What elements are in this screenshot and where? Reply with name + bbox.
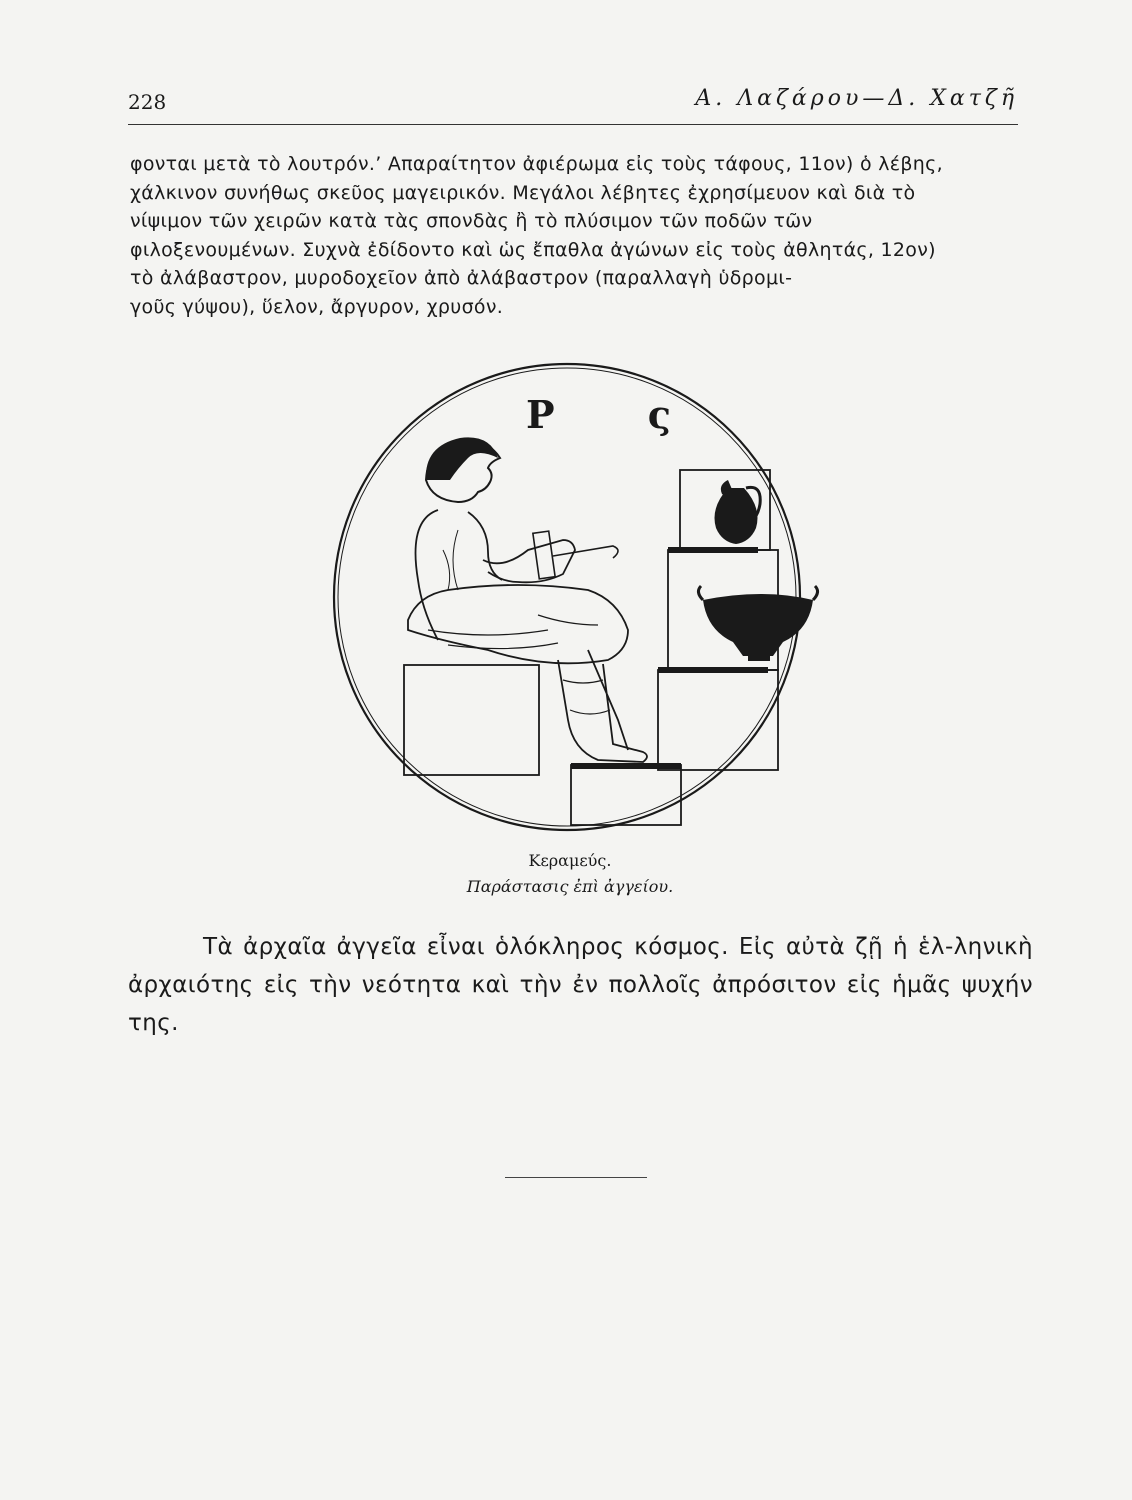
- figure-caption: [380, 848, 760, 900]
- vase-illustration: [308, 360, 828, 840]
- potter-drawing: [308, 360, 828, 840]
- paragraph-2-text: Τὰ ἀρχαῖα ἀγγεῖα εἶναι ὁλόκληρος κόσμος. Εἰς αὐτὰ ζῇ ἡ ἑλ-ληνικὴ ἀρχαιότης εἰς τὴν νεότητα καὶ τὴν ἐν πολλοῖς ἀπρόσιτον εἰς ἡμᾶς ψυχήν της.: [128, 934, 1033, 1036]
- paragraph-line: φονται μετὰ τὸ λουτρόν.’ Απαραίτητον ἀφιέρωμα εἰς τοὺς τάφους, 11ον) ὁ λέβης,: [130, 153, 943, 175]
- paragraph-line: νίψιμον τῶν χειρῶν κατὰ τὰς σπονδὰς ἢ τὸ πλύσιμον τῶν ποδῶν τῶν: [130, 210, 813, 232]
- paragraph-line: τὸ ἀλάβαστρον, μυροδοχεῖον ἀπὸ ἀλάβαστρον (παραλλαγὴ ὑδρομι-: [130, 267, 793, 289]
- running-head: Α. Λαζάρου—Δ. Χατζῆ: [695, 86, 1018, 111]
- page-header: [128, 84, 1018, 125]
- paragraph-line: φιλοξενουμένων. Συχνὰ ἐδίδοντο καὶ ὡς ἔπαθλα ἀγώνων εἰς τοὺς ἀθλητάς, 12ον): [130, 238, 936, 261]
- page-number: 228: [128, 90, 167, 114]
- paragraph-1: [130, 150, 1010, 321]
- paragraph-line: γοῦς γύψου), ὕελον, ἄργυρον, χρυσόν.: [130, 295, 504, 318]
- closing-rule: [505, 1177, 647, 1178]
- paragraph-line: χάλκινον συνήθως σκεῦος μαγειρικόν. Μεγάλοι λέβητες ἐχρησίμευον καὶ διὰ τὸ: [130, 181, 916, 204]
- inscription: Ρ ς: [526, 392, 711, 437]
- caption-subtitle: Παράστασις ἐπὶ ἀγγείου.: [466, 877, 674, 896]
- caption-title: Κεραμεύς.: [528, 851, 612, 870]
- paragraph-2: [128, 928, 1033, 1042]
